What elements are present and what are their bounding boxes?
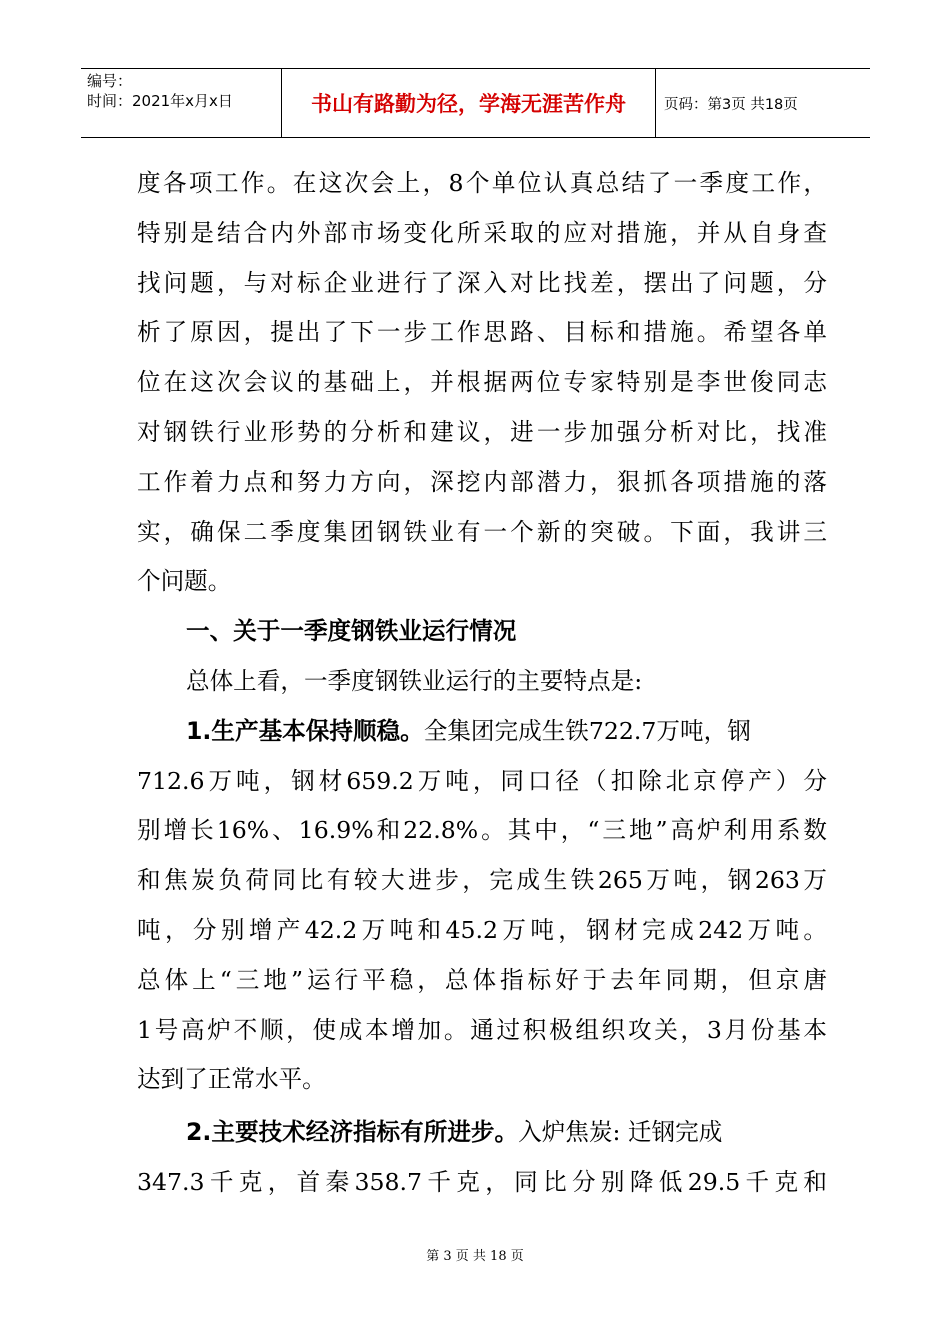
document-body [137,159,827,1208]
point-1-title: 1.生产基本保持顺稳。 [186,716,424,745]
point-1-text: 全集团完成生铁722.7万吨，钢 [423,716,751,745]
page-label: 页码：第3页 共18页 [664,96,798,113]
point-1-first-line [137,707,827,757]
body-line: 特别是结合内外部市场变化所采取的应对措施，并从自身查 [137,218,827,247]
body-line: 吨，分别增产42.2万吨和45.2万吨，钢材完成242万吨。 [137,915,827,944]
time-label: 时间：2021年x月x日 [87,92,233,110]
body-line: 347.3千克，首秦358.7千克，同比分别降低29.5千克和 [137,1167,827,1196]
point-2-text: 入炉焦炭: 迁钢完成 [518,1118,723,1147]
body-line: 个问题。 [137,567,232,596]
body-line: 别增长16%、16.9%和22.8%。其中，“三地”高炉利用系数 [137,816,827,845]
page-header [81,68,870,138]
number-label: 编号： [87,72,133,90]
body-line: 和焦炭负荷同比有较大进步，完成生铁265万吨，钢263万 [137,866,827,895]
point-2-first-line [137,1108,827,1158]
page-footer: 第 3 页 共 18 页 [426,1249,524,1264]
point-2-title: 2.主要技术经济指标有所进步。 [186,1118,519,1147]
body-line: 实，确保二季度集团钢铁业有一个新的突破。下面，我讲三 [137,517,827,546]
body-line: 析了原因，提出了下一步工作思路、目标和措施。希望各单 [137,318,827,347]
header-motto-cell [282,69,656,137]
body-line: 工作着力点和努力方向，深挖内部潜力，狠抓各项措施的落 [137,467,827,496]
section-heading: 一、关于一季度钢铁业运行情况 [186,617,517,646]
header-page-cell [656,69,870,137]
body-line: 度各项工作。在这次会上，8个单位认真总结了一季度工作， [137,169,827,197]
header-meta [81,69,282,137]
body-line: 1号高炉不顺，使成本增加。通过积极组织攻关，3月份基本 [137,1015,827,1044]
body-line: 找问题，与对标企业进行了深入对比找差，摆出了问题，分 [137,268,827,297]
intro-paragraph: 总体上看，一季度钢铁业运行的主要特点是: [186,666,643,695]
body-line: 对钢铁行业形势的分析和建议，进一步加强分析对比，找准 [137,417,827,446]
body-line: 总体上“三地”运行平稳，总体指标好于去年同期，但京唐 [137,965,827,994]
motto: 书山有路勤为径，学海无涯苦作舟 [311,92,626,116]
body-line: 712.6万吨，钢材659.2万吨，同口径（扣除北京停产）分 [137,766,827,795]
body-line: 位在这次会议的基础上，并根据两位专家特别是李世俊同志 [137,368,827,397]
body-line: 达到了正常水平。 [137,1065,326,1094]
